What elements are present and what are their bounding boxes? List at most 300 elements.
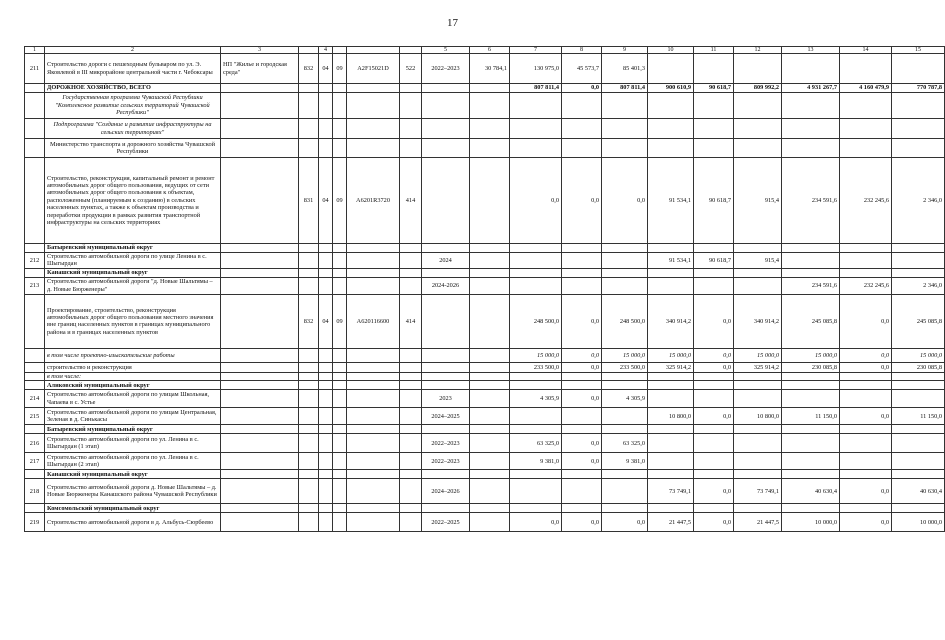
empty-cell (347, 504, 400, 513)
program-cell (221, 513, 299, 532)
cell-g1 (299, 119, 319, 139)
cell-c13 (782, 54, 840, 84)
table-row (25, 434, 945, 453)
cell-c6 (470, 277, 510, 294)
cell-c11 (694, 119, 734, 139)
empty-cell (422, 244, 470, 253)
cell-c13: 234 591,6 (782, 158, 840, 244)
header-cell-4 (299, 47, 319, 54)
cell-c12: 915,4 (734, 158, 782, 244)
cell-c11 (694, 93, 734, 119)
cell-c6 (470, 372, 510, 380)
table-row (25, 408, 945, 425)
program-cell (221, 84, 299, 93)
cell-g5: 414 (400, 294, 422, 348)
item-name: Строительство автомобильной дороги д. Новые Шальтямы – д. Новые Бюрженеры Канашского района Чувашской Республики (45, 479, 221, 504)
cell-c14 (840, 253, 892, 269)
cell-yrs: 2022–2023 (422, 54, 470, 84)
empty-cell (734, 381, 782, 390)
empty-cell (333, 504, 347, 513)
cell-g5 (400, 139, 422, 158)
cell-g4 (347, 479, 400, 504)
header-cell-2: 2 (45, 47, 221, 54)
cell-yrs (422, 119, 470, 139)
empty-cell (299, 425, 319, 434)
cell-g5 (400, 390, 422, 408)
program-cell (221, 434, 299, 453)
item-name: в том числе: (45, 372, 221, 380)
cell-c9: 807 811,4 (602, 84, 648, 93)
cell-c10: 15 000,0 (648, 348, 694, 362)
cell-g2 (319, 372, 333, 380)
table-row (25, 277, 945, 294)
cell-g3 (333, 119, 347, 139)
cell-c14: 232 245,6 (840, 158, 892, 244)
header-cell-14: 10 (648, 47, 694, 54)
cell-c11 (694, 277, 734, 294)
empty-cell (562, 425, 602, 434)
cell-c14: 0,0 (840, 513, 892, 532)
cell-c6 (470, 390, 510, 408)
cell-c6 (470, 294, 510, 348)
cell-c14: 0,0 (840, 294, 892, 348)
item-name: Строительство автомобильной дороги по улицам Школьная, Чапаева в с. Устье (45, 390, 221, 408)
row-number (25, 470, 45, 479)
empty-cell (602, 268, 648, 277)
empty-cell (470, 244, 510, 253)
cell-c13 (782, 119, 840, 139)
cell-c8 (562, 139, 602, 158)
cell-c15: 230 085,8 (892, 362, 945, 372)
cell-g3 (333, 479, 347, 504)
empty-cell (510, 244, 562, 253)
cell-c15 (892, 253, 945, 269)
cell-g1: 832 (299, 54, 319, 84)
cell-c9: 4 305,9 (602, 390, 648, 408)
empty-cell (319, 381, 333, 390)
cell-c14 (840, 453, 892, 470)
item-name: Строительство автомобильной дороги по улицам Центральная, Зеленая в д. Синькасы (45, 408, 221, 425)
cell-g3 (333, 84, 347, 93)
cell-c11 (694, 453, 734, 470)
cell-c13: 11 150,0 (782, 408, 840, 425)
empty-cell (562, 268, 602, 277)
row-number: 215 (25, 408, 45, 425)
item-name: Строительство автомобильной дороги по ул. Ленина в с. Шыгырдан (2 этап) (45, 453, 221, 470)
cell-c7: 15 000,0 (510, 348, 562, 362)
cell-c10 (648, 54, 694, 84)
cell-c11 (694, 54, 734, 84)
empty-cell (602, 244, 648, 253)
empty-cell (470, 504, 510, 513)
cell-g2 (319, 93, 333, 119)
budget-table (24, 46, 945, 532)
header-cell-10: 6 (470, 47, 510, 54)
cell-c7: 0,0 (510, 513, 562, 532)
section-title: Аликовский муниципальный округ (45, 381, 221, 390)
empty-cell (602, 425, 648, 434)
cell-c9 (602, 253, 648, 269)
program-cell (221, 453, 299, 470)
table-row (25, 54, 945, 84)
empty-cell (319, 504, 333, 513)
table-row (25, 84, 945, 93)
empty-cell (562, 470, 602, 479)
cell-c13 (782, 253, 840, 269)
empty-cell (400, 504, 422, 513)
cell-g2 (319, 362, 333, 372)
cell-c11: 0,0 (694, 348, 734, 362)
cell-c7 (510, 139, 562, 158)
empty-cell (400, 470, 422, 479)
cell-c7 (510, 372, 562, 380)
cell-c10 (648, 139, 694, 158)
cell-yrs (422, 93, 470, 119)
empty-cell (299, 504, 319, 513)
empty-cell (734, 244, 782, 253)
cell-g1 (299, 139, 319, 158)
cell-g3 (333, 253, 347, 269)
section-row (25, 504, 945, 513)
table-row (25, 479, 945, 504)
cell-c9 (602, 277, 648, 294)
empty-cell (510, 268, 562, 277)
cell-c12: 809 992,2 (734, 84, 782, 93)
cell-c14 (840, 54, 892, 84)
cell-g2 (319, 513, 333, 532)
item-name: Строительство автомобильной дороги в д. Альбусь-Сюрбеево (45, 513, 221, 532)
empty-cell (510, 504, 562, 513)
row-number (25, 158, 45, 244)
header-cell-19: 15 (892, 47, 945, 54)
cell-c9 (602, 119, 648, 139)
header-cell-8 (400, 47, 422, 54)
cell-g4 (347, 513, 400, 532)
cell-c10 (648, 372, 694, 380)
cell-yrs (422, 294, 470, 348)
cell-c12 (734, 434, 782, 453)
empty-cell (400, 425, 422, 434)
cell-c9 (602, 408, 648, 425)
program-cell (221, 408, 299, 425)
empty-cell (221, 470, 299, 479)
empty-cell (782, 425, 840, 434)
item-name: Министерство транспорта и дорожного хозяйства Чувашской Республики (45, 139, 221, 158)
item-name: в том числе проектно-изыскательские работы (45, 348, 221, 362)
cell-c6 (470, 139, 510, 158)
cell-c15 (892, 54, 945, 84)
cell-g3 (333, 408, 347, 425)
cell-c9: 248 500,0 (602, 294, 648, 348)
cell-g4 (347, 362, 400, 372)
cell-g3 (333, 348, 347, 362)
cell-c13 (782, 372, 840, 380)
row-number (25, 294, 45, 348)
item-name: Строительство автомобильной дороги "д. Новые Шальтямы – д. Новые Бюрженеры" (45, 277, 221, 294)
table-row (25, 294, 945, 348)
cell-yrs: 2022–2023 (422, 434, 470, 453)
cell-c7 (510, 277, 562, 294)
section-title: Батыревский муниципальный округ (45, 244, 221, 253)
item-name: Государственная программа Чувашской Республики "Комплексное развитие сельских территорий Чувашской Республики" (45, 93, 221, 119)
empty-cell (470, 381, 510, 390)
header-cell-15: 11 (694, 47, 734, 54)
empty-cell (422, 268, 470, 277)
cell-g4 (347, 84, 400, 93)
cell-g3: 09 (333, 54, 347, 84)
cell-c15: 245 085,8 (892, 294, 945, 348)
cell-c11: 90 618,7 (694, 253, 734, 269)
empty-cell (347, 470, 400, 479)
empty-cell (840, 425, 892, 434)
empty-cell (299, 470, 319, 479)
page-number: 17 (447, 17, 458, 29)
item-name: Строительство дороги с пешеходным бульваром по ул. Э. Яковлевой в III микрорайоне центральной части г. Чебоксары (45, 54, 221, 84)
cell-c11 (694, 390, 734, 408)
table-row (25, 158, 945, 244)
cell-g1 (299, 348, 319, 362)
item-name: Проектирование, строительство, реконструкция автомобильных дорог общего пользования местного значения вне границ населенных пунктов в границах муниципального района и в границах населенных пунктов (45, 294, 221, 348)
cell-c13 (782, 390, 840, 408)
cell-g2 (319, 390, 333, 408)
program-cell (221, 372, 299, 380)
program-cell (221, 277, 299, 294)
cell-yrs: 2024 (422, 253, 470, 269)
empty-cell (422, 504, 470, 513)
row-number (25, 504, 45, 513)
cell-c10 (648, 434, 694, 453)
cell-c15 (892, 390, 945, 408)
cell-g1: 831 (299, 158, 319, 244)
cell-c15: 40 630,4 (892, 479, 945, 504)
empty-cell (648, 504, 694, 513)
cell-c14: 0,0 (840, 479, 892, 504)
cell-g4 (347, 139, 400, 158)
cell-g4 (347, 348, 400, 362)
program-cell (221, 348, 299, 362)
cell-c10: 340 914,2 (648, 294, 694, 348)
item-name: Строительство автомобильной дороги по ул. Ленина в с. Шыгырдан (1 этап) (45, 434, 221, 453)
empty-cell (299, 268, 319, 277)
cell-c12 (734, 390, 782, 408)
cell-c13: 15 000,0 (782, 348, 840, 362)
item-name: Подпрограмма "Создание и развитие инфраструктуры на сельских территориях" (45, 119, 221, 139)
cell-c8 (562, 119, 602, 139)
empty-cell (648, 268, 694, 277)
cell-c6 (470, 84, 510, 93)
cell-c13: 10 000,0 (782, 513, 840, 532)
empty-cell (221, 244, 299, 253)
program-cell (221, 253, 299, 269)
cell-g1 (299, 453, 319, 470)
cell-g3 (333, 453, 347, 470)
cell-g2 (319, 434, 333, 453)
cell-c10: 91 534,1 (648, 253, 694, 269)
cell-c8 (562, 93, 602, 119)
cell-c13: 40 630,4 (782, 479, 840, 504)
cell-c6 (470, 158, 510, 244)
cell-c14 (840, 372, 892, 380)
cell-c7: 248 500,0 (510, 294, 562, 348)
cell-c12 (734, 93, 782, 119)
empty-cell (470, 470, 510, 479)
cell-c11: 0,0 (694, 479, 734, 504)
item-name: строительство и реконструкция (45, 362, 221, 372)
cell-g4 (347, 253, 400, 269)
cell-c9: 85 401,3 (602, 54, 648, 84)
cell-g5 (400, 479, 422, 504)
empty-cell (347, 244, 400, 253)
cell-g5 (400, 277, 422, 294)
cell-c6 (470, 453, 510, 470)
cell-g5 (400, 408, 422, 425)
empty-cell (694, 244, 734, 253)
cell-c15: 15 000,0 (892, 348, 945, 362)
empty-cell (734, 504, 782, 513)
empty-cell (562, 244, 602, 253)
cell-c8: 0,0 (562, 294, 602, 348)
cell-c6 (470, 479, 510, 504)
cell-g3 (333, 513, 347, 532)
header-cell-1: 1 (25, 47, 45, 54)
cell-c14 (840, 434, 892, 453)
empty-cell (602, 504, 648, 513)
cell-c10 (648, 453, 694, 470)
row-number: 211 (25, 54, 45, 84)
cell-c6 (470, 408, 510, 425)
program-cell (221, 139, 299, 158)
cell-c10: 10 800,0 (648, 408, 694, 425)
item-name: Строительство автомобильной дороги по улице Ленина в с. Шыгырдан (45, 253, 221, 269)
empty-cell (892, 425, 945, 434)
empty-cell (734, 425, 782, 434)
table-row (25, 362, 945, 372)
cell-c8: 0,0 (562, 362, 602, 372)
cell-g1 (299, 408, 319, 425)
cell-g3 (333, 277, 347, 294)
cell-c14: 0,0 (840, 408, 892, 425)
cell-c12 (734, 54, 782, 84)
row-number (25, 244, 45, 253)
cell-c12 (734, 119, 782, 139)
empty-cell (892, 470, 945, 479)
cell-c11: 90 618,7 (694, 158, 734, 244)
empty-cell (892, 244, 945, 253)
cell-g2 (319, 348, 333, 362)
empty-cell (221, 381, 299, 390)
cell-yrs (422, 348, 470, 362)
cell-g3: 09 (333, 294, 347, 348)
cell-g5: 522 (400, 54, 422, 84)
empty-cell (333, 381, 347, 390)
cell-c11: 0,0 (694, 408, 734, 425)
empty-cell (221, 504, 299, 513)
cell-c11: 0,0 (694, 513, 734, 532)
cell-g1 (299, 84, 319, 93)
table-row (25, 119, 945, 139)
cell-g1 (299, 513, 319, 532)
cell-c11 (694, 372, 734, 380)
cell-c13: 230 085,8 (782, 362, 840, 372)
cell-g1 (299, 277, 319, 294)
cell-yrs (422, 139, 470, 158)
program-cell (221, 158, 299, 244)
row-number (25, 362, 45, 372)
cell-yrs (422, 362, 470, 372)
table-row (25, 348, 945, 362)
empty-cell (648, 381, 694, 390)
header-cell-7 (347, 47, 400, 54)
cell-c6 (470, 513, 510, 532)
cell-c7 (510, 253, 562, 269)
cell-c7 (510, 408, 562, 425)
empty-cell (299, 381, 319, 390)
cell-g4 (347, 277, 400, 294)
cell-g4 (347, 408, 400, 425)
empty-cell (602, 381, 648, 390)
cell-g2 (319, 277, 333, 294)
cell-c15 (892, 93, 945, 119)
cell-c7: 130 975,0 (510, 54, 562, 84)
empty-cell (319, 268, 333, 277)
cell-c15: 770 787,8 (892, 84, 945, 93)
cell-g3 (333, 362, 347, 372)
cell-c8: 0,0 (562, 390, 602, 408)
cell-g4 (347, 93, 400, 119)
empty-cell (510, 425, 562, 434)
cell-g2 (319, 119, 333, 139)
cell-g3 (333, 390, 347, 408)
cell-c8: 0,0 (562, 84, 602, 93)
empty-cell (400, 244, 422, 253)
empty-cell (422, 425, 470, 434)
cell-c10: 73 749,1 (648, 479, 694, 504)
cell-c12: 340 914,2 (734, 294, 782, 348)
cell-c14: 0,0 (840, 348, 892, 362)
cell-c9: 0,0 (602, 158, 648, 244)
empty-cell (840, 504, 892, 513)
row-number (25, 348, 45, 362)
empty-cell (510, 470, 562, 479)
row-number (25, 381, 45, 390)
cell-c15: 10 000,0 (892, 513, 945, 532)
cell-c9: 0,0 (602, 513, 648, 532)
cell-c14 (840, 139, 892, 158)
cell-c14 (840, 93, 892, 119)
cell-g2: 04 (319, 54, 333, 84)
empty-cell (347, 268, 400, 277)
cell-c8 (562, 479, 602, 504)
cell-c14 (840, 119, 892, 139)
cell-c13 (782, 453, 840, 470)
program-cell (221, 362, 299, 372)
table-row (25, 453, 945, 470)
empty-cell (840, 381, 892, 390)
empty-cell (782, 381, 840, 390)
cell-c6: 30 784,1 (470, 54, 510, 84)
cell-g1: 832 (299, 294, 319, 348)
empty-cell (840, 268, 892, 277)
cell-c7: 9 381,0 (510, 453, 562, 470)
empty-cell (840, 470, 892, 479)
cell-c14: 0,0 (840, 362, 892, 372)
cell-c12 (734, 277, 782, 294)
empty-cell (221, 425, 299, 434)
cell-c7 (510, 479, 562, 504)
cell-c9: 63 325,0 (602, 434, 648, 453)
section-row (25, 268, 945, 277)
cell-c13 (782, 139, 840, 158)
